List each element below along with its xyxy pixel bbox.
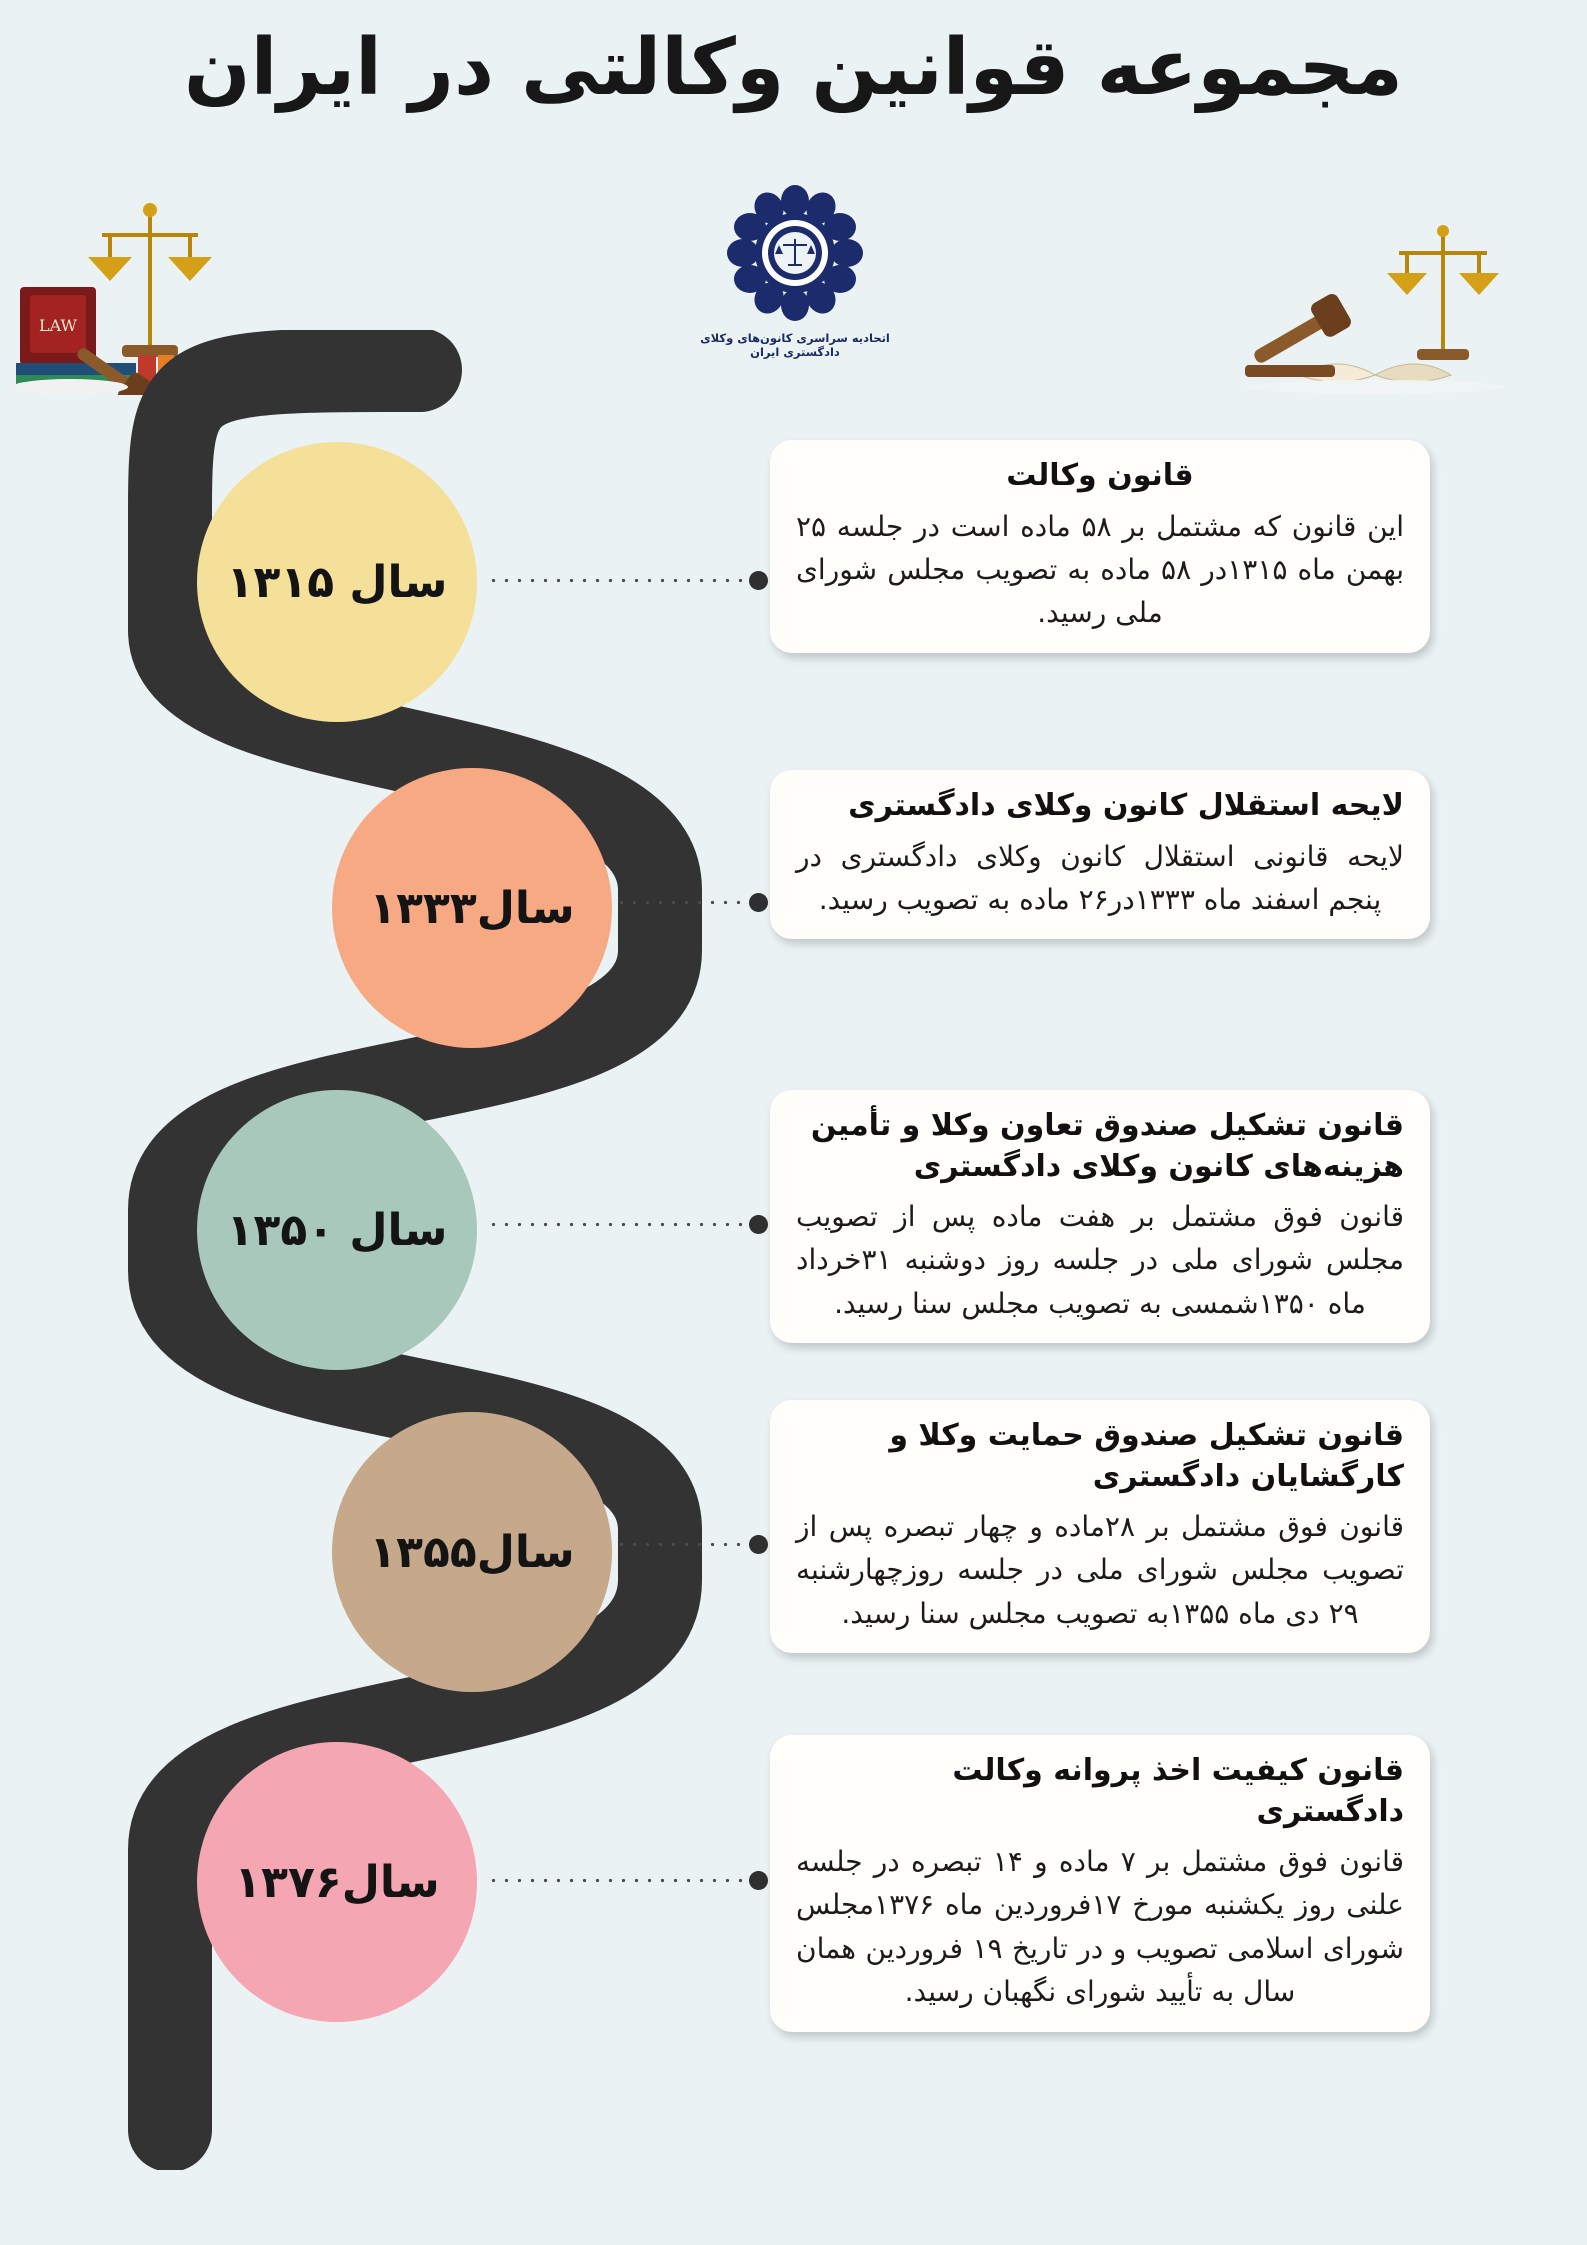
timeline-year-2 <box>332 768 612 1048</box>
card-body-3: قانون فوق مشتمل بر هفت ماده پس از تصویب مجلس شورای ملی در جلسه روز دوشنبه ۳۱خرداد ماه ۱۳۵۰شمسی به تصویب مجلس سنا رسید. <box>796 1200 1404 1320</box>
connector-dot-1 <box>749 571 768 590</box>
card-body-1: این قانون که مشتمل بر ۵۸ ماده است در جلسه ۲۵ بهمن ماه ۱۳۱۵در ۵۸ ماده به تصویب مجلس شورای ملی رسید. <box>796 509 1405 630</box>
connector-dot-3 <box>749 1215 768 1234</box>
connector-2 <box>615 900 760 905</box>
timeline-year-4 <box>332 1412 612 1692</box>
svg-text:LAW: LAW <box>39 316 77 335</box>
card-title-5: قانون کیفیت اخذ پروانه وکالت دادگستری <box>952 1753 1404 1829</box>
timeline-card-1 <box>770 440 1430 653</box>
logo-caption: اتحادیه سراسری کانون‌های وکلای دادگستری ایران <box>700 331 890 359</box>
timeline-year-label-5: سال۱۳۷۶ <box>234 1856 440 1908</box>
card-body-5: قانون فوق مشتمل بر ۷ ماده و ۱۴ تبصره در جلسه علنی روز یکشنبه مورخ ۱۷فروردین ماه ۱۳۷۶مجلس شورای اسلامی تصویب و در تاریخ ۱۹ فروردین همان سال به تأیید شورای نگهبان رسید. <box>796 1845 1405 2009</box>
card-title-1: قانون وکالت <box>1006 458 1194 493</box>
connector-dot-5 <box>749 1871 768 1890</box>
timeline-year-label-1: سال ۱۳۱۵ <box>226 556 448 608</box>
connector-3 <box>487 1222 767 1227</box>
timeline-card-3 <box>770 1090 1430 1343</box>
gavel-and-scales-illustration <box>1225 225 1515 395</box>
card-body-2: لایحه قانونی استقلال کانون وکلای دادگستری در پنجم اسفند ماه ۱۳۳۳در۲۶ ماده به تصویب رسید. <box>796 839 1404 916</box>
page-title: مجموعه قوانین وکالتی در ایران <box>184 23 1403 113</box>
timeline-card-5 <box>770 1735 1430 2032</box>
timeline-year-label-4: سال۱۳۵۵ <box>369 1526 575 1578</box>
card-title-4: قانون تشکیل صندوق حمایت وکلا و کارگشایان دادگستری <box>889 1418 1404 1494</box>
connector-5 <box>487 1878 767 1883</box>
timeline-year-label-2: سال۱۳۳۳ <box>369 882 575 934</box>
timeline-year-3 <box>197 1090 477 1370</box>
card-body-4: قانون فوق مشتمل بر ۲۸ماده و چهار تبصره پس از تصویب مجلس شورای ملی در جلسه روزچهارشنبه ۲۹ دی ماه ۱۳۵۵به تصویب مجلس سنا رسید. <box>796 1510 1404 1630</box>
timeline-year-1 <box>197 442 477 722</box>
timeline-card-4 <box>770 1400 1430 1653</box>
card-title-2: لایحه استقلال کانون وکلای دادگستری <box>848 788 1404 823</box>
timeline-year-5 <box>197 1742 477 2022</box>
connector-dot-2 <box>749 893 768 912</box>
connector-1 <box>487 578 767 583</box>
connector-dot-4 <box>749 1535 768 1554</box>
timeline-card-2 <box>770 770 1430 939</box>
connector-4 <box>615 1542 760 1547</box>
card-title-3: قانون تشکیل صندوق تعاون وکلا و تأمین هزینه‌های کانون وکلای دادگستری <box>810 1108 1404 1184</box>
timeline-year-label-3: سال ۱۳۵۰ <box>226 1204 448 1256</box>
